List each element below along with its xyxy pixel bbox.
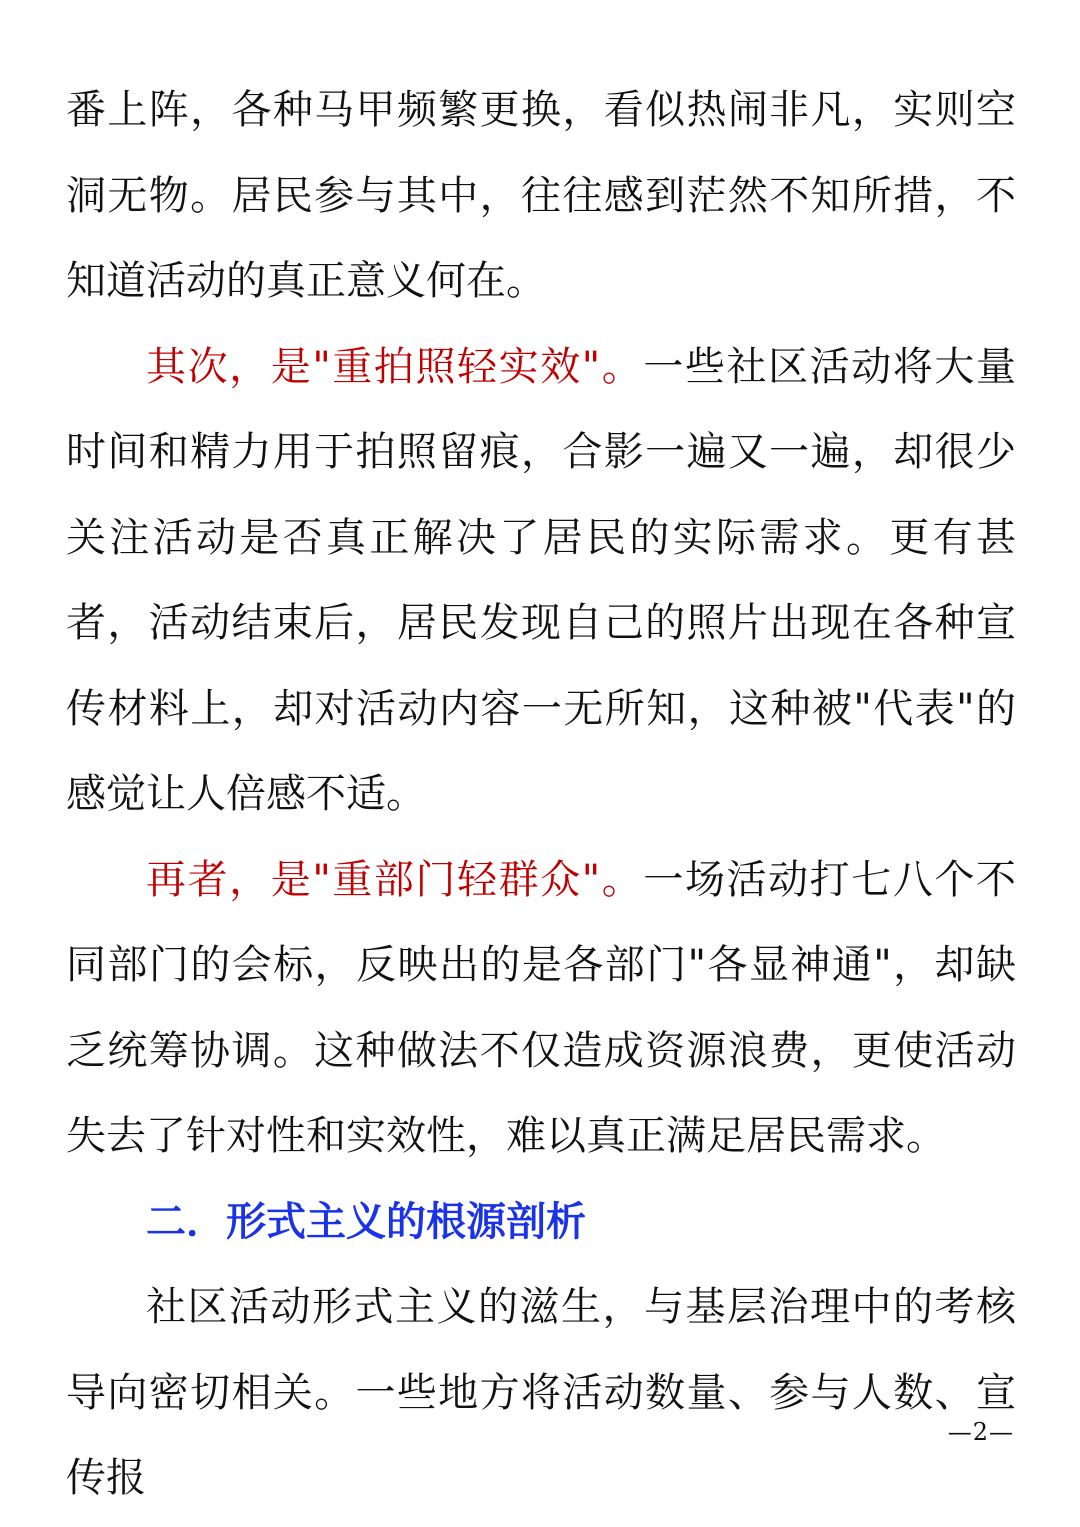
paragraph-2-lead: 其次，是"重拍照轻实效"。 xyxy=(146,343,644,390)
paragraph-3 xyxy=(66,838,1016,1180)
paragraph-4-text: 社区活动形式主义的滋生，与基层治理中的考核导向密切相关。一些地方将活动数量、参与人数、宣传报 xyxy=(66,1284,1016,1501)
document-page xyxy=(66,68,1016,1522)
paragraph-3-body: 一场活动打七八个不同部门的会标，反映出的是各部门"各显神通"，却缺乏统筹协调。这种做法不仅造成资源浪费，更使活动失去了针对性和实效性，难以真正满足居民需求。 xyxy=(66,856,1017,1159)
paragraph-2 xyxy=(66,325,1016,838)
section-heading: 二．形式主义的根源剖析 xyxy=(146,1198,586,1245)
paragraph-3-lead: 再者，是"重部门轻群众"。 xyxy=(146,856,644,903)
page-number: —2— xyxy=(947,1418,1014,1446)
paragraph-1-text: 番上阵，各种马甲频繁更换，看似热闹非凡，实则空洞无物。居民参与其中，往往感到茫然不知所措，不知道活动的真正意义何在。 xyxy=(66,87,1016,304)
paragraph-2-body: 一些社区活动将大量时间和精力用于拍照留痕，合影一遍又一遍，却很少关注活动是否真正解决了居民的实际需求。更有甚者，活动结束后，居民发现自己的照片出现在各种宣传材料上，却对活动内容一无所知，这种被"代表"的感觉让人倍感不适。 xyxy=(66,343,1017,817)
paragraph-1 xyxy=(66,68,1016,325)
paragraph-4 xyxy=(66,1265,1016,1522)
